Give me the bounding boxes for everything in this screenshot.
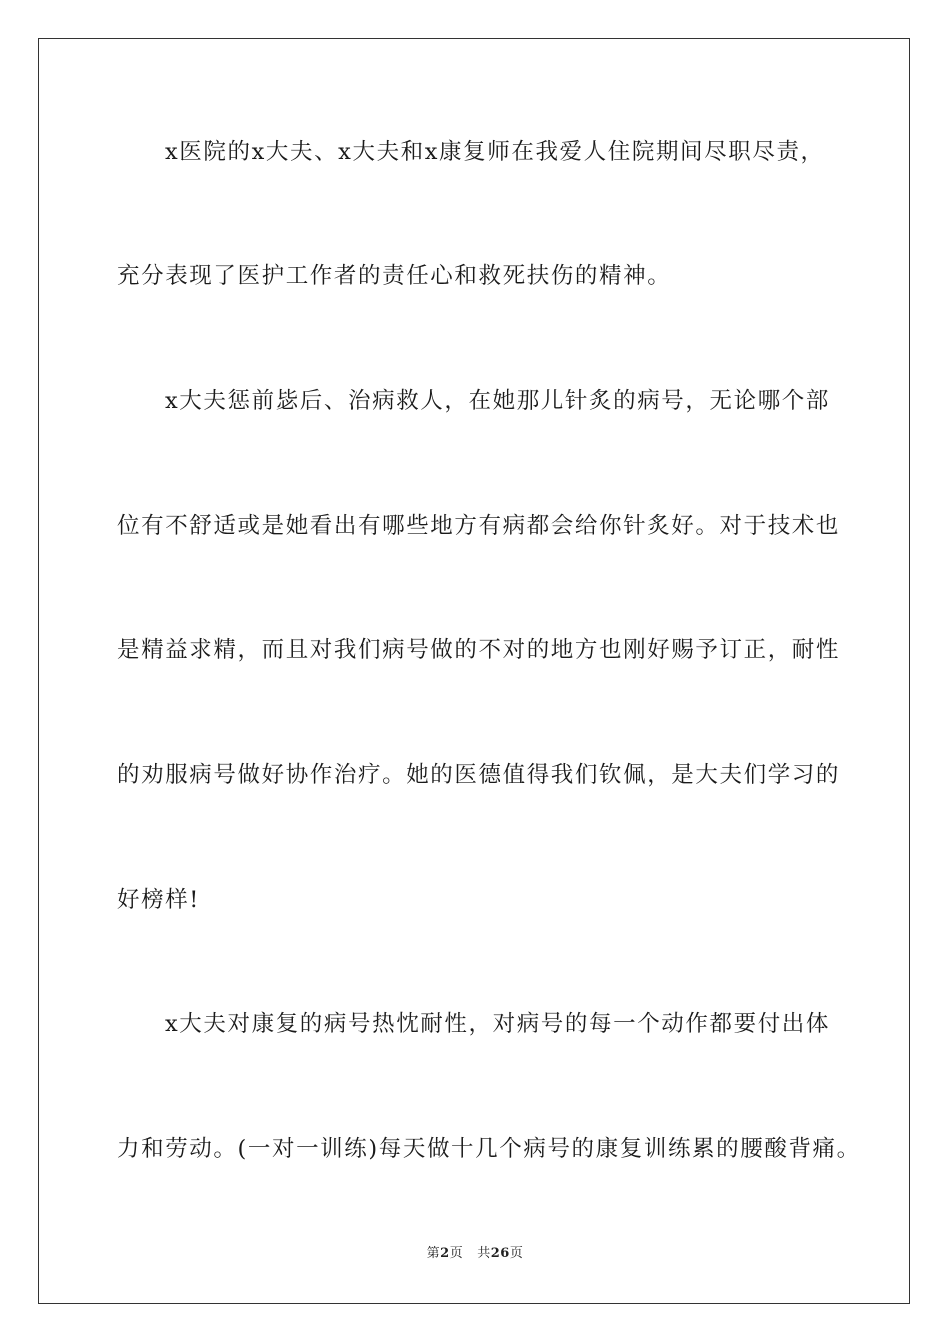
paragraph-2-line-1: x大夫惩前毖后、治病救人，在她那儿针炙的病号，无论哪个部 — [165, 388, 830, 414]
total-suffix: 页 — [509, 1246, 524, 1261]
paragraph-1-line-2: 充分表现了医护工作者的责任心和救死扶伤的精神。 — [117, 263, 672, 289]
paragraph-3-line-2: 力和劳动。(一对一训练)每天做十几个病号的康复训练累的腰酸背痛。 — [117, 1136, 861, 1162]
total-prefix: 共 — [477, 1246, 491, 1261]
paragraph-1-line-1: x医院的x大夫、x大夫和x康复师在我爱人住院期间尽职尽责， — [165, 139, 825, 165]
page-footer — [0, 1245, 950, 1263]
paragraph-2-line-3: 是精益求精，而且对我们病号做的不对的地方也刚好赐予订正，耐性 — [117, 637, 841, 663]
paragraph-3-line-1: x大夫对康复的病号热忱耐性，对病号的每一个动作都要付出体 — [165, 1011, 830, 1037]
page-number: 2 — [440, 1246, 450, 1261]
page-suffix: 页 — [449, 1246, 464, 1261]
paragraph-2-line-2: 位有不舒适或是她看出有哪些地方有病都会给你针炙好。对于技术也 — [117, 513, 841, 539]
paragraph-2-line-4: 的劝服病号做好协作治疗。她的医德值得我们钦佩，是大夫们学习的 — [117, 762, 841, 788]
paragraph-2-line-5: 好榜样! — [117, 887, 200, 913]
page-prefix: 第 — [426, 1246, 441, 1261]
total-pages: 26 — [490, 1246, 510, 1261]
page-border — [38, 38, 910, 1304]
